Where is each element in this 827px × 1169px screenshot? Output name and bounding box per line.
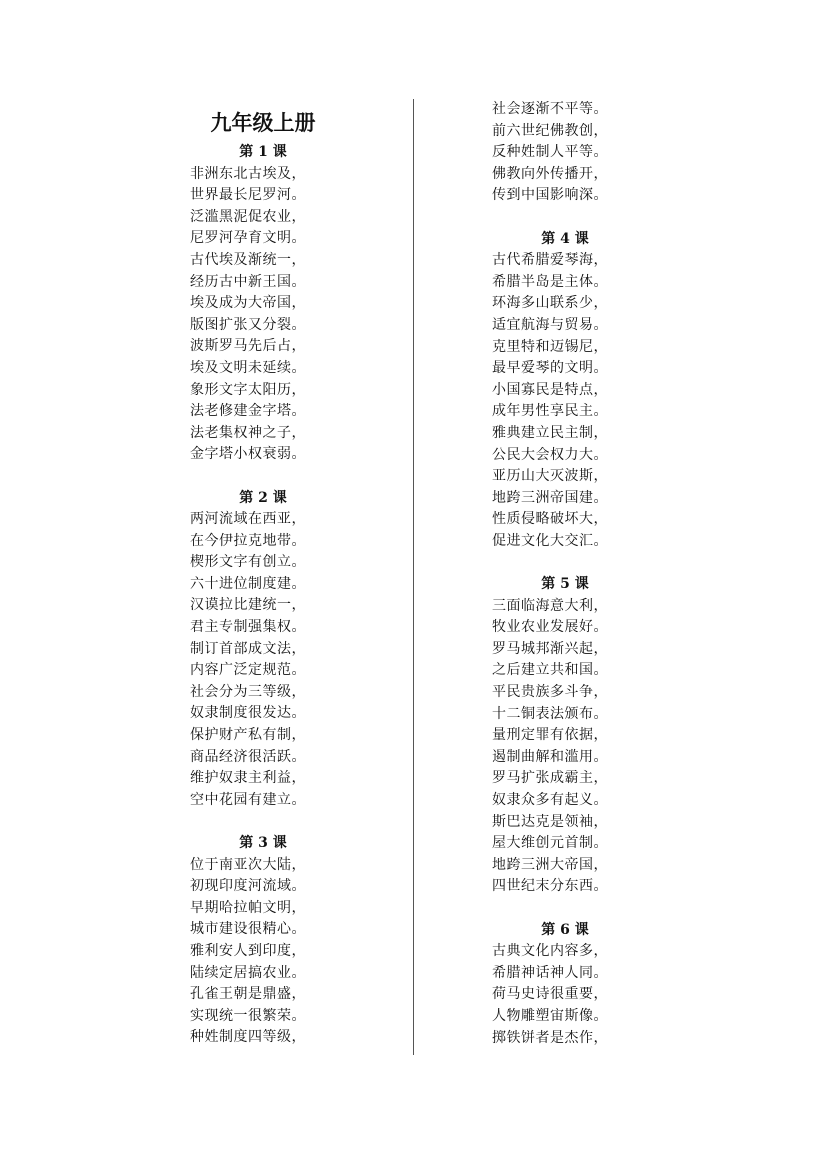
verse-line: 象形文字太阳历， [190, 381, 306, 398]
verse-line: 商品经济很活跃。 [190, 748, 306, 765]
right-column [492, 99, 638, 1049]
verse-line: 保护财产私有制， [190, 727, 306, 744]
verse-line: 希腊半岛是主体。 [492, 273, 608, 290]
verse-line: 实现统一很繁荣。 [190, 1007, 306, 1024]
verse-line: 反种姓制人平等。 [492, 144, 608, 161]
lesson-heading: 第 3 课 [239, 835, 287, 851]
verse-line: 奴隶众多有起义。 [492, 792, 608, 808]
verse-line: 社会逐渐不平等。 [492, 101, 608, 117]
lesson-heading: 第 6 课 [541, 921, 589, 938]
verse-line: 古代埃及渐统一， [190, 251, 306, 268]
verse-line: 斯巴达克是领袖， [492, 813, 608, 830]
page-title: 九年级上册 [210, 110, 316, 135]
verse-line: 内容广泛定规范。 [190, 662, 306, 679]
verse-line: 地跨三洲帝国建。 [492, 489, 608, 506]
verse-line: 环海多山联系少， [492, 295, 608, 312]
column-divider [413, 99, 414, 1055]
lesson-heading: 第 1 课 [239, 144, 287, 160]
verse-line: 罗马扩张成霸主， [492, 770, 608, 787]
verse-line: 早期哈拉帕文明， [190, 899, 306, 916]
verse-line: 最早爱琴的文明。 [492, 360, 608, 377]
verse-line: 维护奴隶主利益， [190, 770, 306, 787]
verse-line: 位于南亚次大陆， [190, 856, 306, 873]
verse-line: 三面临海意大利， [492, 597, 608, 614]
verse-line: 楔形文字有创立。 [190, 554, 306, 571]
verse-line: 遏制曲解和滥用。 [492, 748, 608, 765]
verse-line: 六十进位制度建。 [190, 575, 306, 592]
verse-line: 世界最长尼罗河。 [190, 187, 306, 204]
verse-line: 奴隶制度很发达。 [190, 705, 306, 722]
verse-line: 传到中国影响深。 [492, 187, 608, 204]
left-column [190, 142, 336, 1049]
verse-line: 牧业农业发展好。 [492, 619, 608, 636]
verse-line: 前六世纪佛教创， [492, 122, 608, 139]
verse-line: 社会分为三等级， [190, 683, 306, 700]
verse-line: 之后建立共和国。 [492, 662, 608, 679]
stanza-gap [190, 466, 336, 488]
verse-line: 希腊神话神人同。 [492, 964, 608, 981]
verse-line: 非洲东北古埃及， [190, 165, 306, 182]
verse-line: 埃及成为大帝国， [190, 295, 306, 312]
verse-line: 人物雕塑宙斯像。 [492, 1007, 608, 1024]
verse-line: 经历古中新王国。 [190, 273, 306, 290]
verse-line: 佛教向外传播开， [492, 165, 608, 182]
verse-line: 公民大会权力大。 [492, 446, 608, 463]
verse-line: 波斯罗马先后占， [190, 338, 306, 355]
verse-line: 雅利安人到印度， [190, 942, 306, 959]
verse-line: 泛滥黑泥促农业， [190, 208, 306, 225]
verse-line: 适宜航海与贸易。 [492, 316, 608, 333]
verse-line: 陆续定居搞农业。 [190, 964, 306, 981]
verse-line: 制订首部成文法， [190, 640, 306, 657]
stanza-gap [190, 811, 336, 833]
lesson-heading: 第 4 课 [541, 230, 589, 247]
verse-line: 古典文化内容多， [492, 943, 608, 960]
stanza-gap [492, 898, 638, 920]
stanza-gap [492, 552, 638, 574]
verse-line: 雅典建立民主制， [492, 424, 608, 441]
verse-line: 君主专制强集权。 [190, 619, 306, 636]
verse-line: 两河流域在西亚， [190, 511, 306, 528]
lesson-heading: 第 5 课 [541, 576, 589, 593]
verse-line: 亚历山大灭波斯， [492, 468, 608, 485]
verse-line: 埃及文明未延续。 [190, 359, 306, 376]
verse-line: 掷铁饼者是杰作， [492, 1029, 608, 1046]
verse-line: 汉谟拉比建统一， [190, 597, 306, 614]
verse-line: 空中花园有建立。 [190, 791, 306, 808]
verse-line: 古代希腊爱琴海， [492, 252, 608, 269]
verse-line: 成年男性享民主。 [492, 403, 608, 420]
verse-line: 地跨三洲大帝国， [492, 856, 608, 873]
stanza-gap [492, 207, 638, 229]
verse-line: 促进文化大交汇。 [492, 532, 608, 549]
verse-line: 屋大维创元首制。 [492, 835, 608, 852]
verse-line: 量刑定罪有依据， [492, 727, 608, 744]
verse-line: 十二铜表法颁布。 [492, 705, 608, 722]
verse-line: 法老集权神之子， [190, 424, 306, 441]
verse-line: 四世纪末分东西。 [492, 878, 608, 895]
lesson-heading: 第 2 课 [239, 489, 287, 506]
verse-line: 罗马城邦渐兴起， [492, 640, 608, 657]
verse-line: 性质侵略破坏大， [492, 511, 608, 528]
verse-line: 在今伊拉克地带。 [190, 532, 306, 549]
verse-line: 种姓制度四等级， [190, 1029, 306, 1046]
verse-line: 平民贵族多斗争， [492, 684, 608, 701]
verse-line: 克里特和迈锡尼， [492, 338, 608, 355]
verse-line: 法老修建金字塔。 [190, 403, 306, 420]
verse-line: 版图扩张又分裂。 [190, 316, 306, 333]
verse-line: 孔雀王朝是鼎盛， [190, 986, 306, 1003]
verse-line: 金字塔小权衰弱。 [190, 446, 306, 463]
verse-line: 尼罗河孕育文明。 [190, 230, 306, 247]
verse-line: 小国寡民是特点， [492, 381, 608, 398]
verse-line: 初现印度河流域。 [190, 878, 306, 895]
verse-line: 荷马史诗很重要， [492, 986, 608, 1003]
verse-line: 城市建设很精心。 [190, 921, 306, 938]
